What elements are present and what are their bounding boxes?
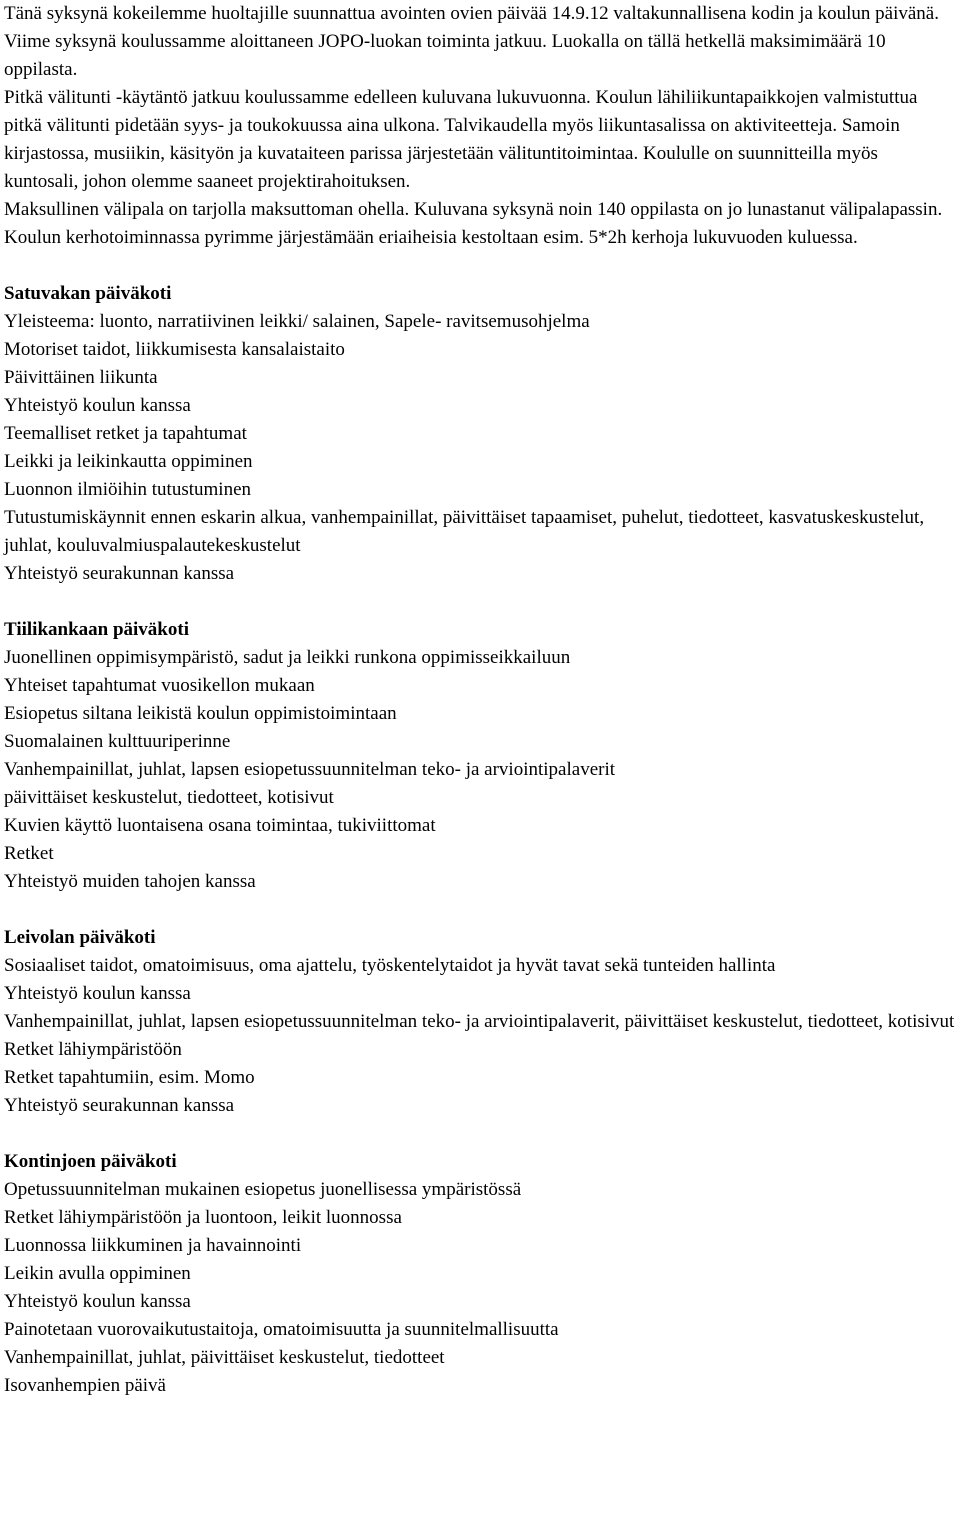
intro-section: [4, 0, 956, 252]
intro-paragraph: Viime syksynä koulussamme aloittaneen JOPO-luokan toiminta jatkuu. Luokalla on tällä hetkellä maksimimäärä 10 oppilasta.: [4, 31, 886, 80]
section-line: Painotetaan vuorovaikutustaitoja, omatoimisuutta ja suunnitelmallisuutta: [4, 1319, 559, 1340]
section-line: Yhteistyö seurakunnan kanssa: [4, 1095, 235, 1116]
section-line: Yhteistyö koulun kanssa: [4, 395, 191, 416]
section-line: Yhteiset tapahtumat vuosikellon mukaan: [4, 675, 315, 696]
intro-paragraph: Koulun kerhotoiminnassa pyrimme järjestämään eriaiheisia kestoltaan esim. 5*2h kerhoja lukuvuoden kuluessa.: [4, 227, 858, 248]
section-line: Isovanhempien päivä: [4, 1375, 166, 1396]
section-line: Luonnon ilmiöihin tutustuminen: [4, 479, 251, 500]
section-line: Retket lähiympäristöön ja luontoon, leikit luonnossa: [4, 1207, 402, 1228]
section-line: Leikki ja leikinkautta oppiminen: [4, 451, 253, 472]
section-leivolan: [4, 924, 956, 1120]
section-line: Retket: [4, 843, 54, 864]
document-page: [4, 0, 956, 1400]
section-line: Opetussuunnitelman mukainen esiopetus juonellisessa ympäristössä: [4, 1179, 522, 1200]
intro-paragraph: Maksullinen välipala on tarjolla maksuttoman ohella. Kuluvana syksynä noin 140 oppilasta on jo lunastanut välipalapassin.: [4, 199, 943, 220]
section-line: Retket lähiympäristöön: [4, 1039, 182, 1060]
section-heading: Satuvakan päiväkoti: [4, 283, 172, 304]
section-line: Yleisteema: luonto, narratiivinen leikki/ salainen, Sapele- ravitsemusohjelma: [4, 311, 590, 332]
section-line: Leikin avulla oppiminen: [4, 1263, 191, 1284]
section-line: Motoriset taidot, liikkumisesta kansalaistaito: [4, 339, 345, 360]
section-heading: Tiilikankaan päiväkoti: [4, 619, 189, 640]
section-line: Päivittäinen liikunta: [4, 367, 158, 388]
section-line: Teemalliset retket ja tapahtumat: [4, 423, 247, 444]
section-line: Juonellinen oppimisympäristö, sadut ja leikki runkona oppimisseikkailuun: [4, 647, 571, 668]
section-satuvakan: [4, 280, 956, 588]
section-line: Vanhempainillat, juhlat, lapsen esiopetussuunnitelman teko- ja arviointipalaverit: [4, 759, 616, 780]
section-line: Kuvien käyttö luontaisena osana toimintaa, tukiviittomat: [4, 815, 436, 836]
section-line: Yhteistyö seurakunnan kanssa: [4, 563, 235, 584]
section-line: päivittäiset keskustelut, tiedotteet, kotisivut: [4, 787, 334, 808]
section-line: Yhteistyö koulun kanssa: [4, 983, 191, 1004]
intro-paragraph: Tänä syksynä kokeilemme huoltajille suunnattua avointen ovien päivää 14.9.12 valtakunnallisena kodin ja koulun päivänä.: [4, 3, 939, 24]
section-tiilikankaan: [4, 616, 956, 896]
intro-paragraph: Pitkä välitunti -käytäntö jatkuu koulussamme edelleen kuluvana lukuvuonna. Koulun lähiliikuntapaikkojen valmistuttua pitkä välitunti pidetään syys- ja toukokuussa aina ulkona. Talvikaudella myös liikuntasalissa on aktiviteetteja. Samoin kirjastossa, musiikin, käsityön ja kuvataiteen parissa järjestetään välituntitoimintaa. Koululle on suunnitteilla myös kuntosali, johon olemme saaneet projektirahoituksen.: [4, 87, 918, 192]
section-line: Tutustumiskäynnit ennen eskarin alkua, vanhempainillat, päivittäiset tapaamiset, puhelut, tiedotteet, kasvatuskeskustelut, juhlat, kouluvalmiuspalautekeskustelut: [4, 507, 925, 556]
section-kontinjoen: [4, 1148, 956, 1400]
section-line: Vanhempainillat, juhlat, päivittäiset keskustelut, tiedotteet: [4, 1347, 445, 1368]
section-heading: Kontinjoen päiväkoti: [4, 1151, 177, 1172]
section-line: Retket tapahtumiin, esim. Momo: [4, 1067, 255, 1088]
section-line: Yhteistyö koulun kanssa: [4, 1291, 191, 1312]
section-line: Sosiaaliset taidot, omatoimisuus, oma ajattelu, työskentelytaidot ja hyvät tavat sekä tunteiden hallinta: [4, 955, 776, 976]
section-line: Suomalainen kulttuuriperinne: [4, 731, 231, 752]
section-line: Yhteistyö muiden tahojen kanssa: [4, 871, 256, 892]
section-line: Luonnossa liikkuminen ja havainnointi: [4, 1235, 302, 1256]
section-heading: Leivolan päiväkoti: [4, 927, 156, 948]
section-line: Vanhempainillat, juhlat, lapsen esiopetussuunnitelman teko- ja arviointipalaverit, päivittäiset keskustelut, tiedotteet, kotisivut: [4, 1011, 955, 1032]
section-line: Esiopetus siltana leikistä koulun oppimistoimintaan: [4, 703, 397, 724]
